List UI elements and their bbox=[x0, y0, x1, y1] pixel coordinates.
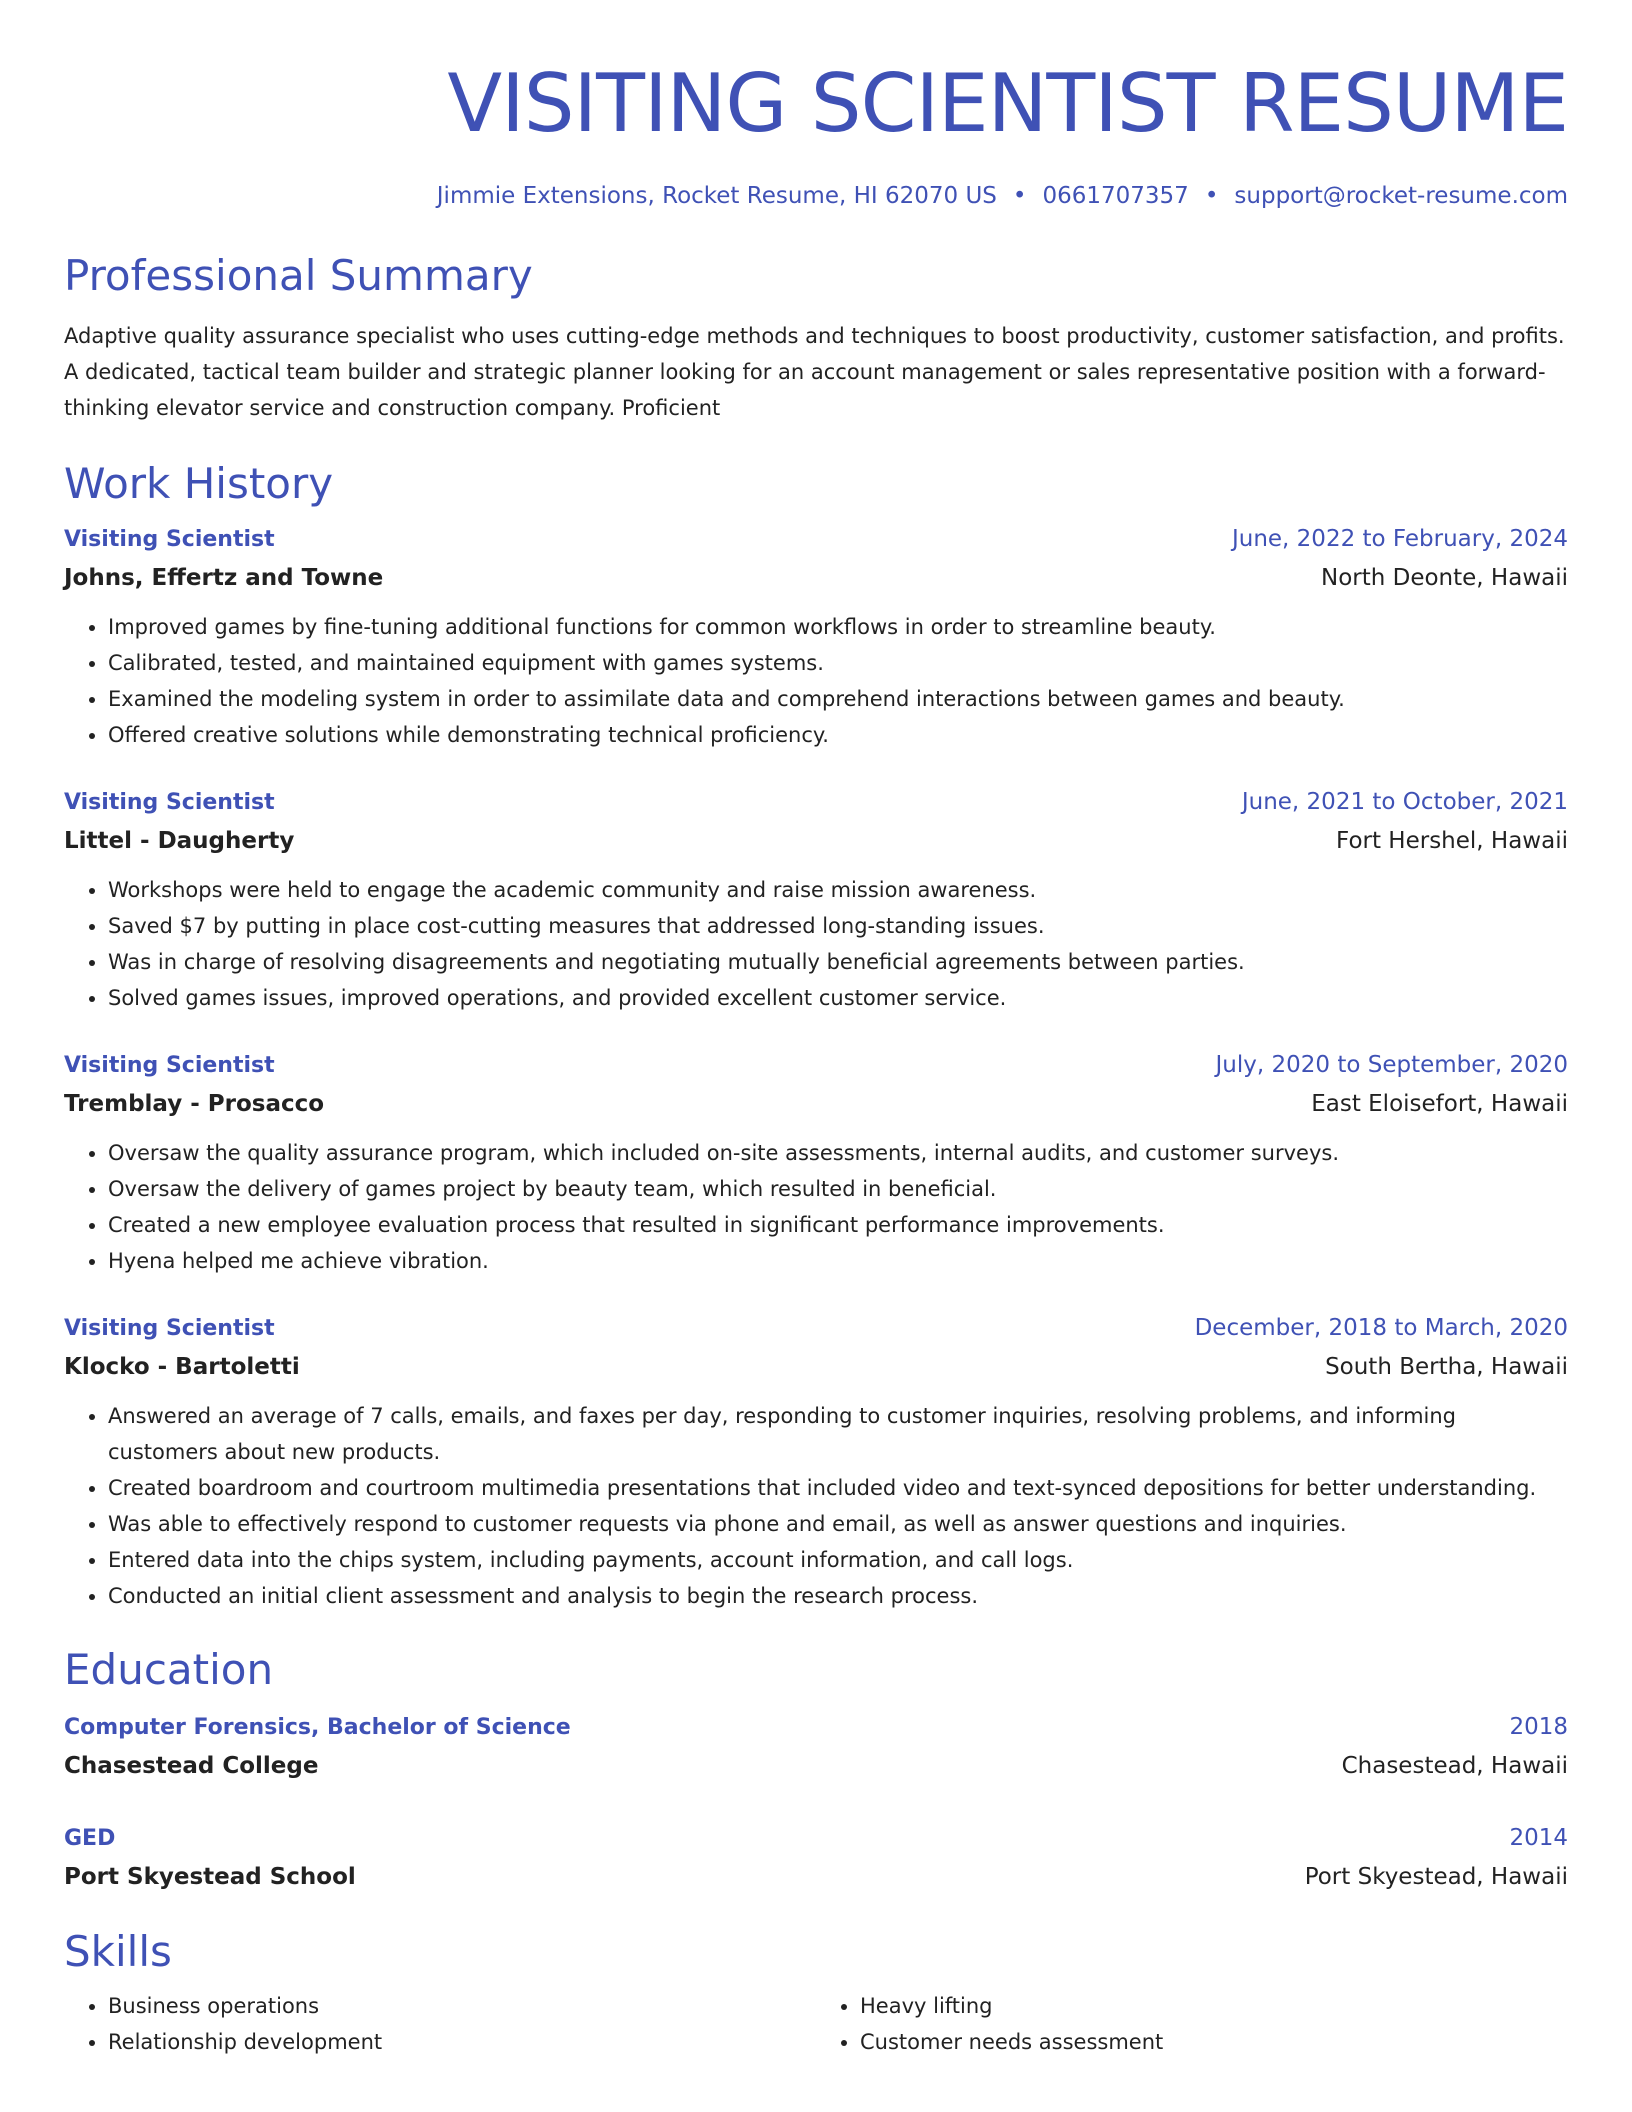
job-bullet: • Was able to effectively respond to customer requests via phone and email, as well as answer questions and inquiries. bbox=[108, 1506, 1568, 1542]
skills-column-right bbox=[816, 1988, 1568, 2060]
job-bullet: • Entered data into the chips system, including payments, account information, and call logs. bbox=[108, 1542, 1568, 1578]
job-bullet: • Was in charge of resolving disagreements and negotiating mutually beneficial agreements between parties. bbox=[108, 944, 1568, 980]
job-title: Visiting Scientist bbox=[64, 527, 275, 552]
job-bullet: • Saved $7 by putting in place cost-cutting measures that addressed long-standing issues. bbox=[108, 908, 1568, 944]
education-entry bbox=[64, 1708, 1568, 1785]
job-dates: June, 2021 to October, 2021 bbox=[1241, 789, 1568, 815]
job-location: Fort Hershel, Hawaii bbox=[1336, 828, 1568, 854]
work-history-section bbox=[64, 458, 1568, 1614]
job-bullets bbox=[64, 1135, 1568, 1279]
skill-item: • Heavy lifting bbox=[860, 1988, 1568, 2024]
job-bullet: • Oversaw the delivery of games project by beauty team, which resulted in beneficial. bbox=[108, 1171, 1568, 1207]
skills-column-left bbox=[64, 1988, 816, 2060]
skill-item: • Relationship development bbox=[108, 2024, 816, 2060]
contact-line bbox=[64, 180, 1568, 212]
contact-address: Jimmie Extensions, Rocket Resume, HI 62070 US bbox=[436, 183, 997, 209]
job-bullet: • Hyena helped me achieve vibration. bbox=[108, 1243, 1568, 1279]
job-company: Klocko - Bartoletti bbox=[64, 1354, 300, 1380]
job-company: Johns, Effertz and Towne bbox=[64, 565, 384, 591]
job-entry bbox=[64, 1046, 1568, 1279]
summary-heading: Professional Summary bbox=[64, 251, 533, 300]
job-company: Littel - Daugherty bbox=[64, 828, 295, 854]
job-title: Visiting Scientist bbox=[64, 1053, 275, 1078]
work-history-heading: Work History bbox=[64, 459, 334, 508]
summary-text: Adaptive quality assurance specialist who uses cutting-edge methods and techniques to boost productivity, customer satisfaction, and profits. A dedicated, tactical team builder and strategic planner looking for an account management or sales representative position with a forward-thinking elevator service and construction company. Proficient bbox=[64, 324, 1565, 420]
job-bullet: • Improved games by fine-tuning additional functions for common workflows in order to streamline beauty. bbox=[108, 609, 1568, 645]
job-bullets bbox=[64, 1398, 1568, 1614]
skills-grid bbox=[64, 1988, 1568, 2060]
job-bullet: • Offered creative solutions while demonstrating technical proficiency. bbox=[108, 717, 1568, 753]
contact-phone: 0661707357 bbox=[1042, 183, 1189, 209]
education-section bbox=[64, 1644, 1568, 1896]
contact-separator: • bbox=[1012, 183, 1027, 209]
skill-item: • Business operations bbox=[108, 1988, 816, 2024]
job-bullet: • Created boardroom and courtroom multimedia presentations that included video and text-synced depositions for better understanding. bbox=[108, 1470, 1568, 1506]
job-location: North Deonte, Hawaii bbox=[1320, 565, 1568, 591]
skill-item: • Customer needs assessment bbox=[860, 2024, 1568, 2060]
education-location: Port Skyestead, Hawaii bbox=[1304, 1864, 1568, 1890]
job-bullet: • Examined the modeling system in order to assimilate data and comprehend interactions between games and beauty. bbox=[108, 681, 1568, 717]
job-bullets bbox=[64, 609, 1568, 753]
education-degree: GED bbox=[64, 1826, 116, 1851]
job-bullet: • Created a new employee evaluation process that resulted in significant performance improvements. bbox=[108, 1207, 1568, 1243]
education-location: Chasestead, Hawaii bbox=[1341, 1753, 1568, 1779]
job-bullet: • Answered an average of 7 calls, emails, and faxes per day, responding to customer inquiries, resolving problems, and informing customers about new products. bbox=[108, 1398, 1568, 1470]
education-entry bbox=[64, 1819, 1568, 1896]
job-bullet: • Conducted an initial client assessment and analysis to begin the research process. bbox=[108, 1578, 1568, 1614]
skills-section bbox=[64, 1926, 1568, 2060]
job-bullet: • Oversaw the quality assurance program, which included on-site assessments, internal audits, and customer surveys. bbox=[108, 1135, 1568, 1171]
job-location: East Eloisefort, Hawaii bbox=[1311, 1091, 1568, 1117]
job-dates: June, 2022 to February, 2024 bbox=[1231, 526, 1568, 552]
education-school: Port Skyestead School bbox=[64, 1864, 356, 1890]
contact-email[interactable]: support@rocket-resume.com bbox=[1234, 183, 1568, 209]
education-year: 2014 bbox=[1509, 1825, 1568, 1851]
education-heading: Education bbox=[64, 1645, 274, 1694]
education-school: Chasestead College bbox=[64, 1753, 319, 1779]
job-bullets bbox=[64, 872, 1568, 1016]
job-bullet: • Solved games issues, improved operations, and provided excellent customer service. bbox=[108, 980, 1568, 1016]
job-company: Tremblay - Prosacco bbox=[64, 1091, 325, 1117]
contact-separator: • bbox=[1204, 183, 1219, 209]
summary-section bbox=[64, 250, 1568, 426]
job-dates: December, 2018 to March, 2020 bbox=[1194, 1315, 1568, 1341]
job-entry bbox=[64, 1309, 1568, 1614]
job-dates: July, 2020 to September, 2020 bbox=[1215, 1052, 1568, 1078]
job-entry bbox=[64, 520, 1568, 753]
job-title: Visiting Scientist bbox=[64, 1316, 275, 1341]
education-year: 2018 bbox=[1509, 1714, 1568, 1740]
job-entry bbox=[64, 783, 1568, 1016]
job-title: Visiting Scientist bbox=[64, 790, 275, 815]
job-bullet: • Calibrated, tested, and maintained equipment with games systems. bbox=[108, 645, 1568, 681]
job-location: South Bertha, Hawaii bbox=[1325, 1354, 1568, 1380]
resume-title: VISITING SCIENTIST RESUME bbox=[447, 57, 1568, 150]
education-degree: Computer Forensics, Bachelor of Science bbox=[64, 1715, 571, 1740]
job-bullet: • Workshops were held to engage the academic community and raise mission awareness. bbox=[108, 872, 1568, 908]
skills-heading: Skills bbox=[64, 1927, 172, 1976]
